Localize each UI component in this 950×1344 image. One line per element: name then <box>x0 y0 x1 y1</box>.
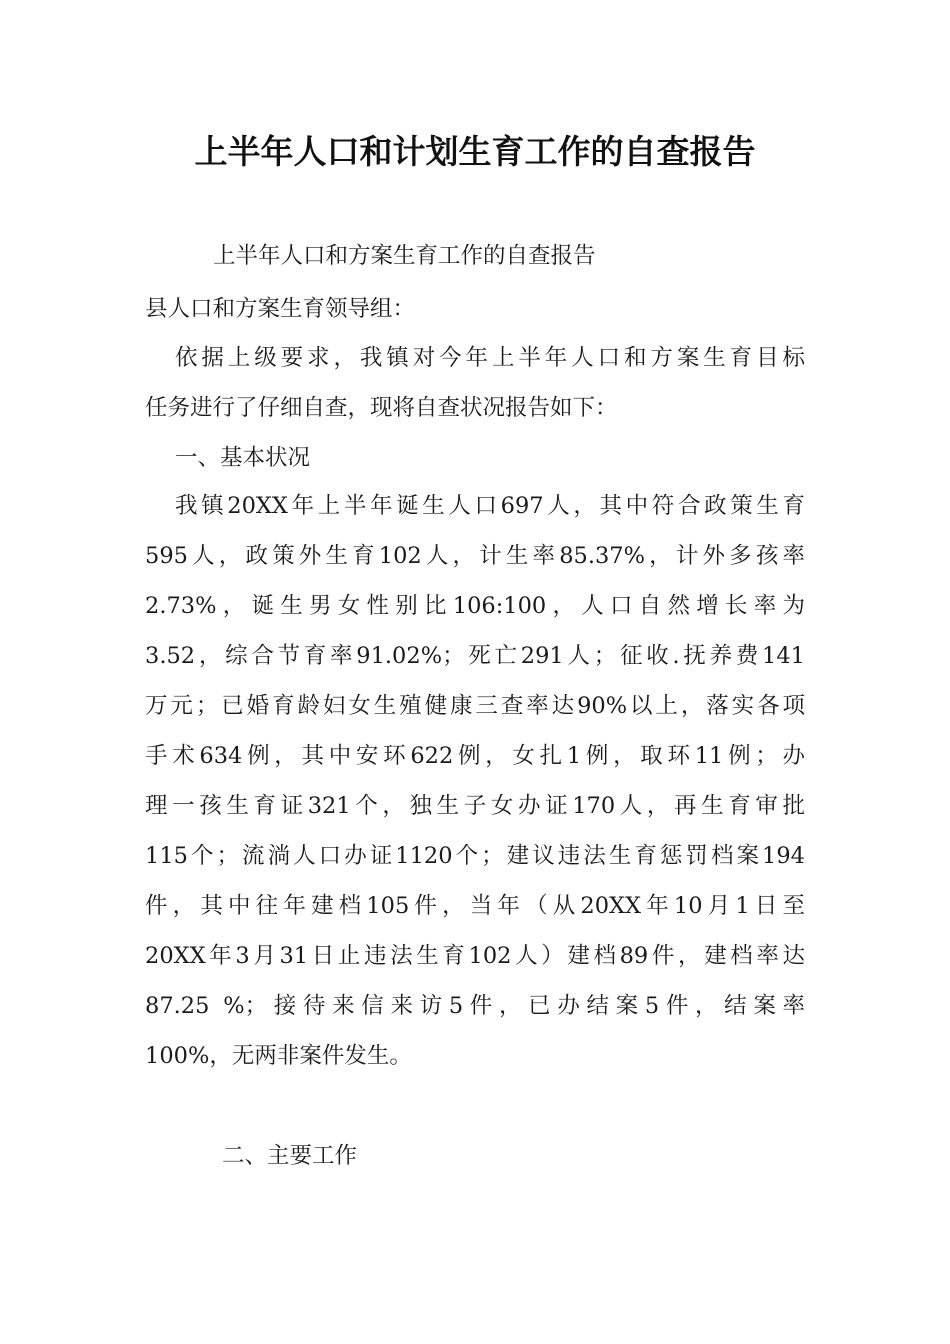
paragraph-line: 87.25 %；接待来信来访5件，已办结案5件，结案率 <box>145 993 805 1019</box>
paragraph-line: 我镇20XX年上半年诞生人口697人，其中符合政策生育 <box>175 493 805 519</box>
paragraph-line: 件，其中往年建档105件，当年（从20XX年10月1日至 <box>145 893 805 919</box>
section-heading-main-work: 二、主要工作 <box>222 1143 358 1169</box>
paragraph-line: 3.52，综合节育率91.02%；死亡291人；征收.抚养费141 <box>145 643 805 669</box>
paragraph-line: 100%，无两非案件发生。 <box>145 1043 412 1069</box>
intro-line: 依据上级要求，我镇对今年上半年人口和方案生育目标 <box>175 345 805 371</box>
paragraph-line: 20XX年3月31日止违法生育102人）建档89件，建档率达 <box>145 943 805 969</box>
paragraph-line: 595人，政策外生育102人，计生率85.37%，计外多孩率 <box>145 543 805 569</box>
intro-line: 任务进行了仔细自查，现将自查状况报告如下： <box>145 395 618 421</box>
paragraph-line: 2.73%，诞生男女性别比106:100，人口自然增长率为 <box>145 593 805 619</box>
document-subtitle: 上半年人口和方案生育工作的自查报告 <box>213 243 596 269</box>
section-heading-basic: 一、基本状况 <box>175 445 311 471</box>
paragraph-line: 115个；流淌人口办证1120个；建议违法生育惩罚档案194 <box>145 843 805 869</box>
paragraph-line: 手术634例，其中安环622例，女扎1例，取环11例；办 <box>145 743 805 769</box>
paragraph-line: 万元；已婚育龄妇女生殖健康三查率达90%以上，落实各项 <box>145 693 805 719</box>
salutation: 县人口和方案生育领导组： <box>145 296 416 322</box>
paragraph-line: 理一孩生育证321个，独生子女办证170人，再生育审批 <box>145 793 805 819</box>
document-title: 上半年人口和计划生育工作的自查报告 <box>194 132 756 171</box>
